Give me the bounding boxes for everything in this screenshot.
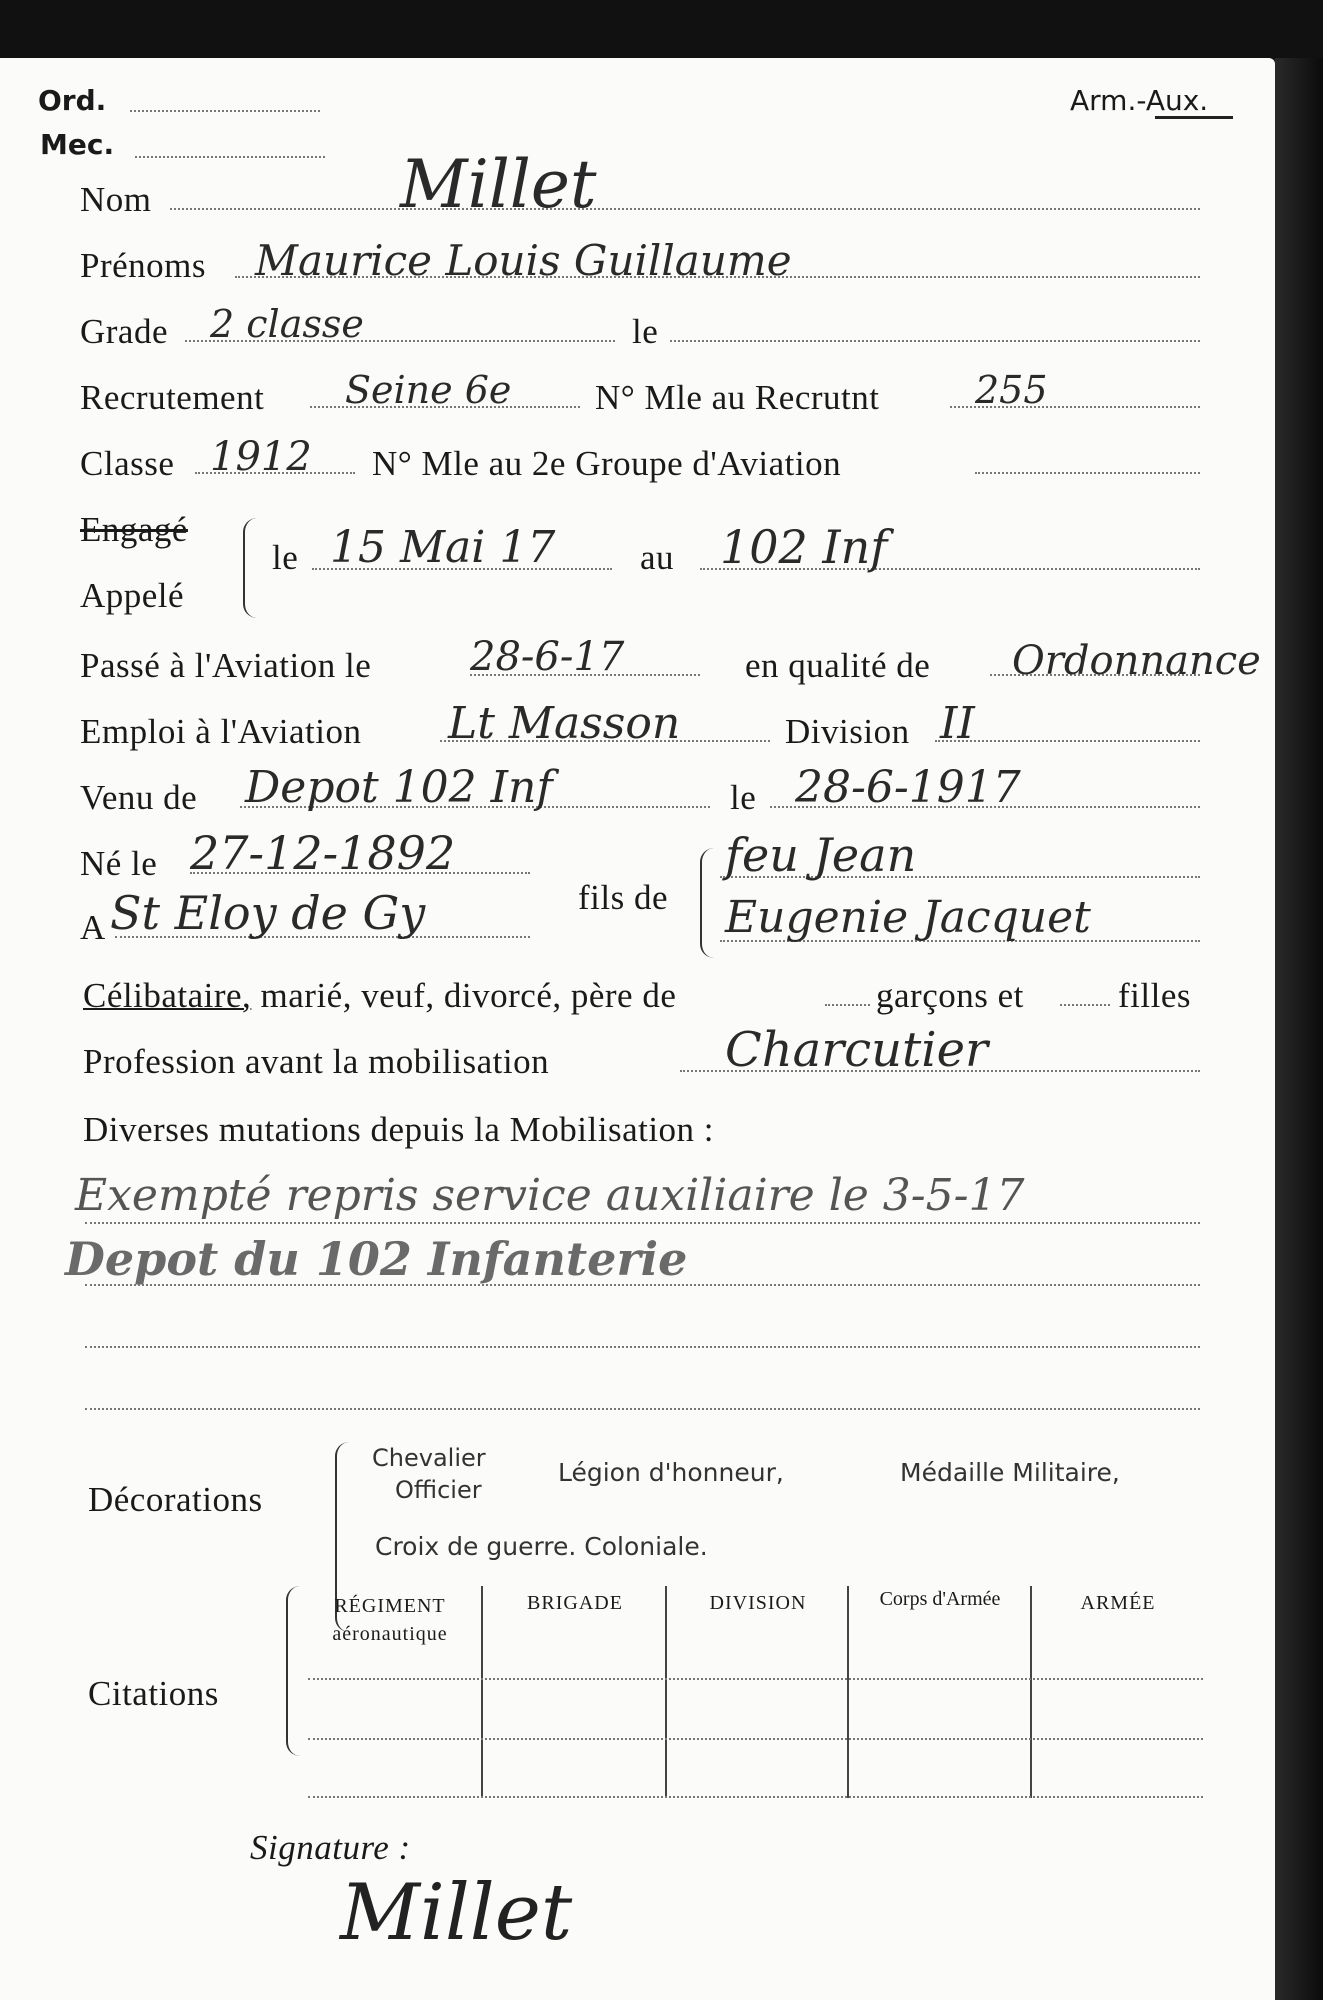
legion-label: Légion d'honneur,	[558, 1458, 784, 1487]
nom-dotted-line	[170, 208, 1200, 210]
garcons-label: garçons et	[876, 976, 1024, 1015]
qualite-label: en qualité de	[745, 646, 931, 685]
appele-unit-value: 102 Inf	[720, 520, 888, 574]
mec-label: Mec.	[40, 128, 115, 161]
recrutement-label: Recrutement	[80, 378, 265, 417]
officier-label: Officier	[395, 1476, 482, 1504]
arm-aux-text: Arm.-Aux.	[1070, 84, 1209, 117]
signature-value: Millet	[340, 1868, 573, 1958]
etat-rest-text: marié, veuf, divorcé, père de	[260, 976, 677, 1015]
mutation-dotted-line-3	[85, 1346, 1200, 1348]
filles-label: filles	[1118, 976, 1191, 1015]
citation-col-brigade: BRIGADE	[527, 1592, 623, 1614]
medaille-label: Médaille Militaire,	[900, 1458, 1120, 1487]
recrut-no-label: N° Mle au Recrutnt	[595, 378, 880, 417]
emploi-value: Lt Masson	[448, 698, 681, 749]
mec-dotted-line	[135, 156, 325, 158]
aux-underline	[1155, 116, 1233, 119]
passe-label: Passé à l'Aviation le	[80, 646, 372, 685]
chevalier-label: Chevalier	[372, 1444, 486, 1472]
mutation-line-2: Depot du 102 Infanterie	[65, 1232, 688, 1286]
profession-value: Charcutier	[725, 1022, 988, 1078]
decorations-label: Décorations	[88, 1480, 263, 1519]
recrut-no-value: 255	[975, 368, 1048, 412]
appele-date-value: 15 Mai 17	[330, 522, 556, 573]
ord-label: Ord.	[38, 84, 107, 117]
citations-divider-2	[665, 1586, 667, 1798]
qualite-value: Ordonnance	[1012, 638, 1261, 684]
groupe-dotted-line	[975, 472, 1200, 474]
venu-value: Depot 102 Inf	[245, 762, 553, 813]
croix-label: Croix de guerre. Coloniale.	[375, 1532, 708, 1561]
venu-date-value: 28-6-1917	[795, 762, 1021, 813]
engage-appele-brace	[243, 518, 259, 618]
mutation-dotted-line-1	[85, 1222, 1200, 1224]
prenoms-label: Prénoms	[80, 246, 206, 285]
mere-value: Eugenie Jacquet	[725, 892, 1091, 943]
mutation-dotted-line-2	[85, 1284, 1200, 1286]
passe-date-value: 28-6-17	[470, 634, 625, 680]
division-label: Division	[785, 712, 910, 751]
aviation-personnel-card	[0, 58, 1275, 2000]
appele-label: Appelé	[80, 576, 185, 615]
citations-label: Citations	[88, 1674, 219, 1713]
engage-label: Engagé	[80, 510, 188, 549]
division-value: II	[940, 698, 975, 749]
ne-value: 27-12-1892	[190, 826, 456, 880]
emploi-label: Emploi à l'Aviation	[80, 712, 362, 751]
pere-value: feu Jean	[725, 828, 917, 882]
citation-col-corps: Corps d'Armée	[879, 1588, 1001, 1610]
citation-col-division: DIVISION	[709, 1592, 807, 1614]
citations-divider-4	[1030, 1586, 1032, 1798]
fils-label: fils de	[578, 878, 669, 917]
citation-col-armee: ARMÉE	[1080, 1592, 1156, 1614]
groupe-label: N° Mle au 2e Groupe d'Aviation	[372, 444, 842, 483]
citations-dotted-line-3	[308, 1796, 1203, 1798]
classe-label: Classe	[80, 444, 175, 483]
mutations-label: Diverses mutations depuis la Mobilisation :	[83, 1110, 715, 1149]
celibataire-text: Célibataire,	[83, 976, 252, 1015]
prenoms-value: Maurice Louis Guillaume	[255, 236, 792, 285]
grade-label: Grade	[80, 312, 169, 351]
appele-au-label: au	[640, 538, 675, 577]
classe-value: 1912	[210, 434, 312, 480]
venu-label: Venu de	[80, 778, 198, 817]
citations-divider-1	[481, 1586, 483, 1798]
profession-label: Profession avant la mobilisation	[83, 1042, 550, 1081]
garcons-count-dotted-line	[825, 1004, 870, 1006]
a-label: A	[80, 908, 106, 947]
citation-col-regiment: RÉGIMENT aéronautique	[332, 1595, 448, 1645]
arm-aux-label	[1070, 84, 1208, 117]
fils-brace	[700, 848, 716, 958]
mutation-line-1: Exempté repris service auxiliaire le 3-5-17	[75, 1170, 1025, 1221]
citations-dotted-line-2	[308, 1738, 1203, 1740]
ord-dotted-line	[130, 110, 320, 112]
grade-value: 2 classe	[210, 302, 364, 346]
filles-count-dotted-line	[1060, 1004, 1110, 1006]
recrutement-value: Seine 6e	[345, 368, 512, 412]
mutation-dotted-line-4	[85, 1408, 1200, 1410]
venu-le-label: le	[730, 778, 757, 817]
grade-le-label: le	[632, 312, 659, 351]
signature-label: Signature :	[250, 1828, 411, 1867]
card-edge-shadow	[1275, 58, 1323, 2000]
nom-label: Nom	[80, 180, 152, 219]
etat-civil-line	[83, 976, 676, 1016]
citations-dotted-line-1	[308, 1678, 1203, 1680]
grade-date-dotted-line	[670, 340, 1200, 342]
citations-divider-3	[847, 1586, 849, 1798]
a-value: St Eloy de Gy	[110, 886, 426, 940]
nom-value: Millet	[400, 146, 597, 223]
ne-label: Né le	[80, 844, 158, 883]
appele-le-label: le	[272, 538, 299, 577]
